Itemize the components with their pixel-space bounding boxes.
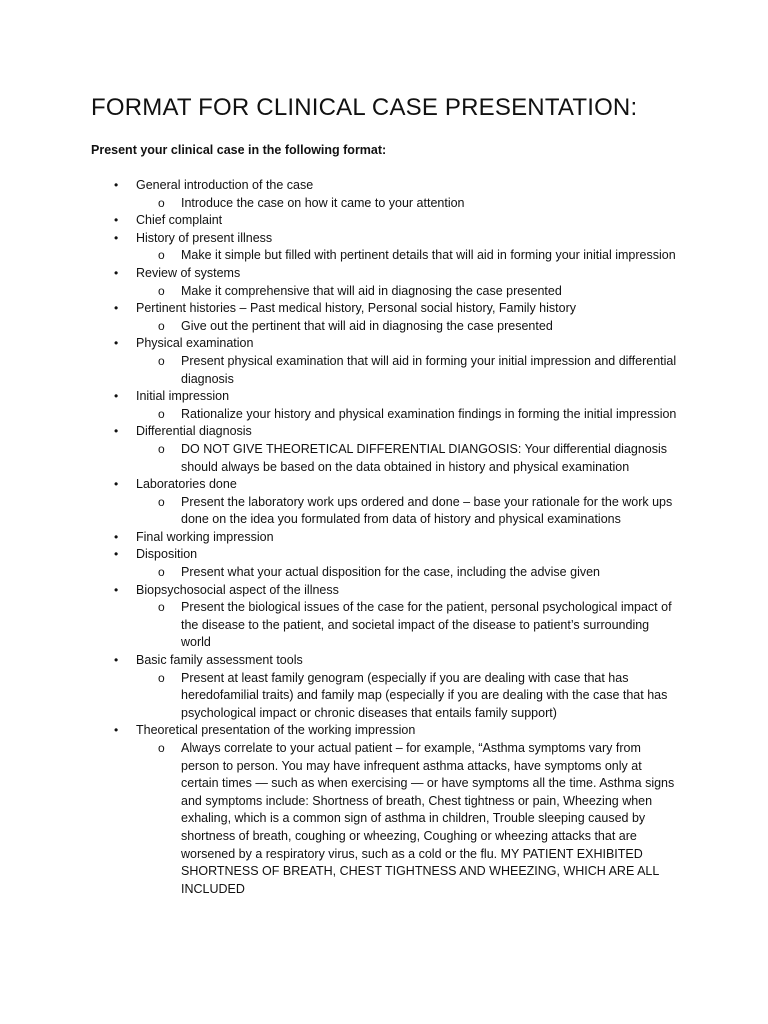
circle-bullet-icon: o: [158, 565, 165, 580]
list-item: [0, 582, 768, 600]
bullet-icon: •: [114, 723, 119, 738]
list-item: [0, 265, 768, 283]
sub-list-item: [0, 247, 768, 265]
list-item-text: Biopsychosocial aspect of the illness: [136, 582, 339, 597]
bullet-icon: •: [114, 336, 119, 351]
bullet-icon: •: [114, 529, 119, 544]
list-item-text: Disposition: [136, 547, 198, 562]
sub-list-item-text: Present the biological issues of the case for the patient, personal psychological impact of the disease to the patient, and societal impact of the disease to patient’s surrounding world: [181, 600, 672, 650]
list-item: [0, 546, 768, 564]
sub-list-item: [0, 283, 768, 301]
list-item-text: Differential diagnosis: [136, 424, 252, 439]
sub-list-item-text: Present the laboratory work ups ordered and done – base your rationale for the work ups done on the idea you formulated from data of history and physical examinations: [181, 494, 673, 527]
circle-bullet-icon: o: [158, 406, 165, 421]
list-item: [0, 476, 768, 494]
circle-bullet-icon: o: [158, 494, 165, 509]
sub-list-item: [0, 670, 768, 723]
bullet-icon: •: [114, 301, 119, 316]
bullet-icon: •: [114, 582, 119, 597]
sub-list-item: [0, 195, 768, 213]
sub-list-item-text: Give out the pertinent that will aid in diagnosing the case presented: [181, 318, 553, 333]
document-title: FORMAT FOR CLINICAL CASE PRESENTATION:: [91, 94, 638, 121]
bullet-icon: •: [114, 424, 119, 439]
list-item: [0, 177, 768, 195]
bullet-icon: •: [114, 230, 119, 245]
sub-list-item: [0, 406, 768, 424]
sub-list-item-text: Present physical examination that will aid in forming your initial impression and differential diagnosis: [181, 353, 677, 386]
bullet-icon: •: [114, 653, 119, 668]
list-item: [0, 423, 768, 441]
sub-list-item-text: Present at least family genogram (especially if you are dealing with case that has heredofamilial traits) and family map (especially if you are dealing with the case that has psychological impact or chronic diseases that entails family support): [181, 670, 668, 720]
list-item-text: Basic family assessment tools: [136, 653, 303, 668]
sub-list-item: [0, 441, 768, 476]
circle-bullet-icon: o: [158, 195, 165, 210]
list-item-text: Chief complaint: [136, 213, 223, 228]
sub-list-item-text: Make it simple but filled with pertinent details that will aid in forming your initial impression: [181, 248, 676, 263]
sub-list-item-text: Rationalize your history and physical examination findings in forming the initial impression: [181, 406, 677, 421]
bullet-icon: •: [114, 178, 119, 192]
circle-bullet-icon: o: [158, 441, 165, 456]
document-intro: Present your clinical case in the following format:: [91, 143, 387, 157]
list-item: [0, 652, 768, 670]
bullet-icon: •: [114, 213, 119, 228]
list-item-text: Physical examination: [136, 336, 254, 351]
list-item-text: Initial impression: [136, 389, 230, 404]
list-item: [0, 212, 768, 230]
list-item: [0, 335, 768, 353]
sub-list-item-text: DO NOT GIVE THEORETICAL DIFFERENTIAL DIANGOSIS: Your differential diagnosis should always be based on the data obtained in history and physical examination: [181, 441, 668, 474]
list-item-text: Review of systems: [136, 265, 241, 280]
sub-list-item-text: Introduce the case on how it came to your attention: [181, 195, 465, 210]
list-item-text: Theoretical presentation of the working impression: [136, 723, 416, 738]
sub-list-item: [0, 564, 768, 582]
bullet-icon: •: [114, 547, 119, 562]
sub-list-item: [0, 318, 768, 336]
list-item-text: General introduction of the case: [136, 178, 314, 192]
sub-list-item: [0, 353, 768, 388]
sub-list-item: [0, 599, 768, 652]
circle-bullet-icon: o: [158, 318, 165, 333]
bullet-icon: •: [114, 265, 119, 280]
list-item-text: Final working impression: [136, 529, 274, 544]
sub-list-item-text: Present what your actual disposition for the case, including the advise given: [181, 565, 600, 580]
bullet-icon: •: [114, 477, 119, 492]
list-item-text: History of present illness: [136, 230, 273, 245]
list-item: [0, 388, 768, 406]
list-item: [0, 230, 768, 248]
format-list: [0, 177, 768, 898]
circle-bullet-icon: o: [158, 283, 165, 298]
sub-list-item-text: Always correlate to your actual patient – for example, “Asthma symptoms vary from person to person. You may have infrequent asthma attacks, have symptoms only at certain times — such as when exercising — or have symptoms all the time. Asthma signs and symptoms include: Shortness of breath, Chest tightness or pain, Wheezing when exhaling, which is a common sign of asthma in children, Trouble sleeping caused by shortness of breath, coughing or wheezing, Coughing or wheezing attacks that are worsened by a respiratory virus, such as a cold or the flu. MY PATIENT EXHIBITED SHORTNESS OF BREATH, CHEST TIGHTNESS AND WHEEZING, WHICH ARE ALL INCLUDED: [181, 741, 675, 896]
circle-bullet-icon: o: [158, 248, 165, 263]
list-item: [0, 300, 768, 318]
circle-bullet-icon: o: [158, 353, 165, 368]
sub-list-item-text: Make it comprehensive that will aid in diagnosing the case presented: [181, 283, 562, 298]
circle-bullet-icon: o: [158, 600, 165, 615]
list-item: [0, 529, 768, 547]
circle-bullet-icon: o: [158, 670, 165, 685]
list-item-text: Laboratories done: [136, 477, 237, 492]
list-item-text: Pertinent histories – Past medical history, Personal social history, Family history: [136, 301, 576, 316]
sub-list-item: [0, 494, 768, 529]
bullet-icon: •: [114, 389, 119, 404]
sub-list-item: [0, 740, 768, 898]
list-item: [0, 722, 768, 740]
circle-bullet-icon: o: [158, 741, 165, 755]
